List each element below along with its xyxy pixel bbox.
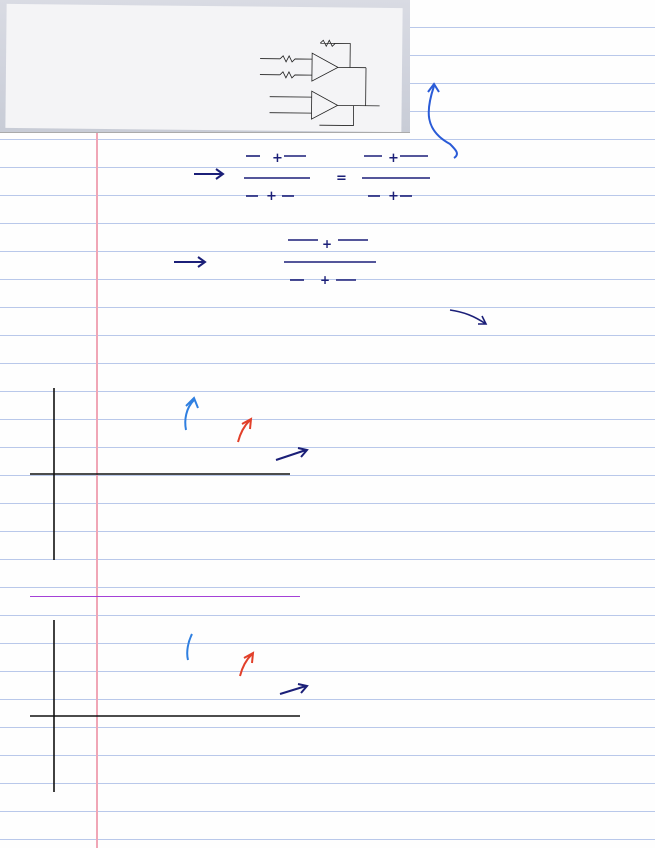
ao2-plus1: +	[322, 237, 333, 251]
opamp-2	[311, 91, 337, 119]
chart-c-arrow-vs2	[240, 653, 253, 676]
ao1-plus4: +	[388, 189, 399, 204]
chart-b-arrow-vs1	[185, 398, 198, 430]
ao1-plus3: +	[388, 151, 399, 166]
ao2-arrow	[172, 256, 212, 268]
ao1-fractions	[244, 138, 454, 220]
ao2-fraction	[280, 222, 390, 302]
chart-b-arrow-vs2	[238, 419, 251, 442]
chart-c-arrow-vs1	[187, 634, 192, 660]
ao2-plus2: +	[320, 273, 331, 287]
problem-photo	[0, 0, 410, 132]
chart-c	[0, 596, 360, 796]
side-note-arrow	[446, 306, 492, 330]
chart-b-arrow-v1	[276, 448, 307, 460]
opamp-1	[312, 53, 338, 81]
ao1-arrow	[192, 168, 228, 180]
chart-b	[0, 364, 655, 564]
photo-sheet	[5, 4, 402, 132]
chart-c-arrow-v1	[280, 684, 307, 694]
ao1-plus2: +	[266, 189, 277, 204]
ao1-plus1: +	[272, 151, 283, 166]
circuit-diagram	[249, 32, 400, 130]
ao1-equals: =	[336, 171, 347, 186]
